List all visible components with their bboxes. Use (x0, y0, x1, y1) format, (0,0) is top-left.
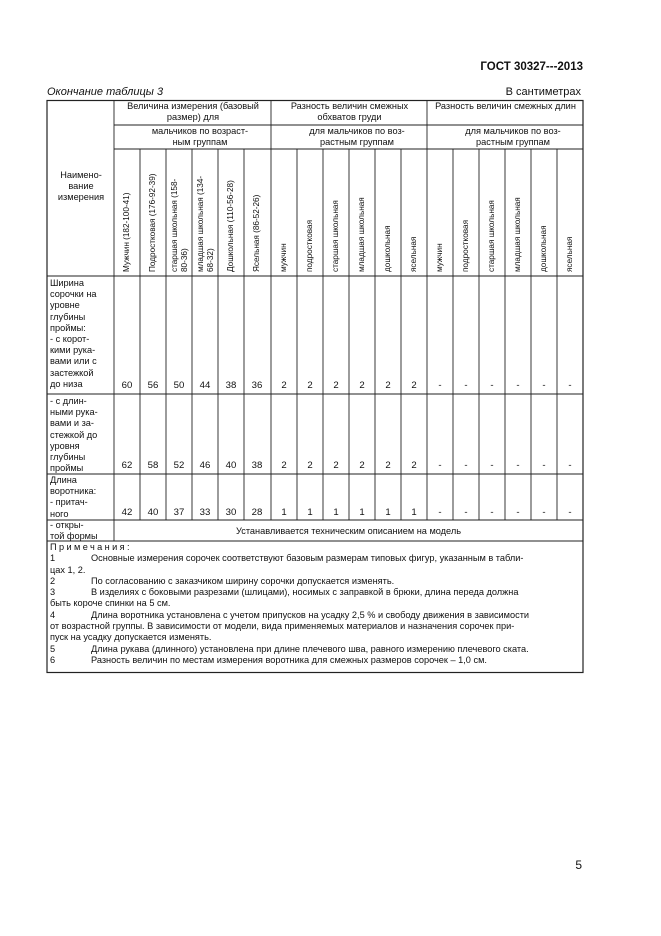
note-item-5 (50, 644, 578, 655)
note-continuation: от возрастной группы. В зависимости от модели, вида применяемых материалов и назначения сорочек при- пуск на усадку допускается изменять. (50, 621, 515, 643)
group1-subtitle: мальчиков по возраст- ным группам (151, 126, 249, 147)
table-cell: 40 (147, 507, 159, 518)
table-cell: 1 (411, 507, 417, 518)
column-header-14: подростковая (461, 219, 471, 272)
table-cell: 1 (385, 507, 391, 518)
table-cell: 44 (199, 380, 211, 391)
note-item-4 (50, 610, 578, 621)
table-cell: - (464, 507, 468, 518)
table-cell: 37 (173, 507, 185, 518)
table-cell: 58 (147, 460, 159, 471)
column-header-3: старшая школьная (158- 80-36) (169, 178, 188, 272)
table-cell: - (542, 460, 546, 471)
column-header-10: младшая школьная (357, 197, 367, 272)
table-cell: 1 (281, 507, 287, 518)
table-cell: - (516, 380, 520, 391)
open-collar-text: Устанавливается техническим описанием на модель (236, 526, 461, 536)
table-cell: 56 (147, 380, 159, 391)
column-header-1: Мужчин (182-100-41) (122, 192, 132, 272)
note-item-1 (50, 553, 578, 564)
notes (50, 542, 578, 666)
table-cell: 42 (121, 507, 133, 518)
page-number: 5 (575, 858, 582, 872)
column-header-9: старшая школьная (331, 200, 341, 272)
table-cell: 2 (359, 380, 365, 391)
note-item-3 (50, 587, 578, 598)
row-label-width-long: - с длин- ными рука- вами и за- стежкой до уровня глубины проймы (50, 396, 98, 474)
table-cell: 1 (359, 507, 365, 518)
table-cell: 62 (121, 460, 133, 471)
table-cell: 2 (359, 460, 365, 471)
note-text: Разность величин по местам измерения воротника для смежных размеров сорочек – 1,0 см. (91, 654, 487, 665)
table-cell: - (568, 507, 572, 518)
column-header-13: мужчин (435, 243, 445, 272)
table-cell: - (490, 460, 494, 471)
note-continuation: быть короче спинки на 5 см. (50, 598, 171, 609)
table-cell: 2 (385, 460, 391, 471)
note-number: 6 (50, 654, 56, 665)
table-cell: 1 (333, 507, 339, 518)
column-header-15: старшая школьная (487, 200, 497, 272)
table-cell: 46 (199, 460, 211, 471)
table-cell: 2 (307, 460, 313, 471)
table-cell: 52 (173, 460, 185, 471)
column-header-4: младшая школьная (134- 68-32) (195, 175, 214, 272)
table-cell: - (568, 460, 572, 471)
table-caption: Окончание таблицы 3 (47, 86, 164, 98)
table-cell: - (568, 380, 572, 391)
row-label-open-collar: - откры- той формы (50, 520, 98, 541)
table-cell: - (542, 507, 546, 518)
table-cell: - (464, 380, 468, 391)
group2-title: Разность величин смежных обхватов груди (290, 101, 409, 122)
table-cell: - (490, 380, 494, 391)
table-cell: 36 (251, 380, 263, 391)
group2-subtitle: для мальчиков по воз- растным группам (309, 126, 405, 147)
table-cell: 28 (251, 507, 263, 518)
column-header-7: мужчин (279, 243, 289, 272)
table-cell: 40 (225, 460, 237, 471)
note-text: В изделиях с боковыми разрезами (шлицами), носимых с заправкой в брюки, длина переда должна (91, 587, 519, 598)
table-cell: - (438, 460, 442, 471)
table-cell: 2 (333, 460, 339, 471)
column-header-12: ясельная (409, 236, 419, 272)
note-number: 2 (50, 575, 56, 586)
table-cell: 38 (225, 380, 237, 391)
note-continuation: цах 1, 2. (50, 564, 86, 575)
note-number: 5 (50, 643, 56, 654)
column-header-11: дошкольная (383, 225, 393, 272)
units-label: В сантиметрах (505, 86, 581, 98)
note-text: Длина рукава (длинного) установлена при длине плечевого шва, равного измерению плечевого ската. (91, 643, 529, 654)
note-number: 3 (50, 587, 56, 598)
table-cell: 1 (307, 507, 313, 518)
name-column-header: Наимено- вание измерения (57, 170, 105, 202)
group3-subtitle: для мальчиков по воз- растным группам (465, 126, 561, 147)
table-cell: 2 (281, 380, 287, 391)
column-header-2: Подростковая (176-92-39) (148, 173, 158, 272)
standard-number: ГОСТ 30327---2013 (480, 61, 583, 73)
note-number: 4 (50, 609, 56, 620)
table-cell: - (516, 460, 520, 471)
table-cell: - (516, 507, 520, 518)
table-cell: 2 (411, 460, 417, 471)
table-cell: 2 (281, 460, 287, 471)
column-header-17: дошкольная (539, 225, 549, 272)
group3-title: Разность величин смежных длин (435, 101, 576, 111)
table-cell: 2 (385, 380, 391, 391)
note-text: По согласованию с заказчиком ширину сорочки допускается изменять. (91, 575, 395, 586)
table-cell: - (464, 460, 468, 471)
table-cell: 2 (333, 380, 339, 391)
table-cell: 2 (307, 380, 313, 391)
column-header-18: ясельная (565, 236, 575, 272)
table-cell: 60 (121, 380, 133, 391)
column-header-6: Ясельная (86-52-26) (252, 194, 262, 272)
note-item-2 (50, 576, 578, 587)
row-label-collar: Длина воротника: - притач- ного (50, 475, 97, 519)
column-header-16: младшая школьная (513, 197, 523, 272)
note-text: Длина воротника установлена с учетом припусков на усадку 2,5 % и свободу движения в зависимости (91, 609, 530, 620)
notes-heading: Примечания: (50, 542, 132, 552)
table-cell: 33 (199, 507, 211, 518)
note-number: 1 (50, 553, 56, 564)
table-cell: - (438, 507, 442, 518)
table-cell: 2 (411, 380, 417, 391)
group1-title: Величина измерения (базовый размер) для (127, 101, 259, 122)
row-label-width-short: Ширина сорочки на уровне глубины проймы: - с корот- кими рука- вами или с застежкой до низа (50, 278, 97, 389)
table-cell: - (542, 380, 546, 391)
note-item-6 (50, 655, 578, 666)
note-text: Основные измерения сорочек соответствуют базовым размерам типовых фигур, указанным в табли- (91, 553, 524, 564)
column-header-5: Дошкольная (110-56-28) (226, 180, 236, 272)
table-cell: - (438, 380, 442, 391)
column-header-8: подростковая (305, 219, 315, 272)
table-cell: - (490, 507, 494, 518)
table-cell: 30 (225, 507, 237, 518)
table-cell: 50 (173, 380, 185, 391)
table-cell: 38 (251, 460, 263, 471)
